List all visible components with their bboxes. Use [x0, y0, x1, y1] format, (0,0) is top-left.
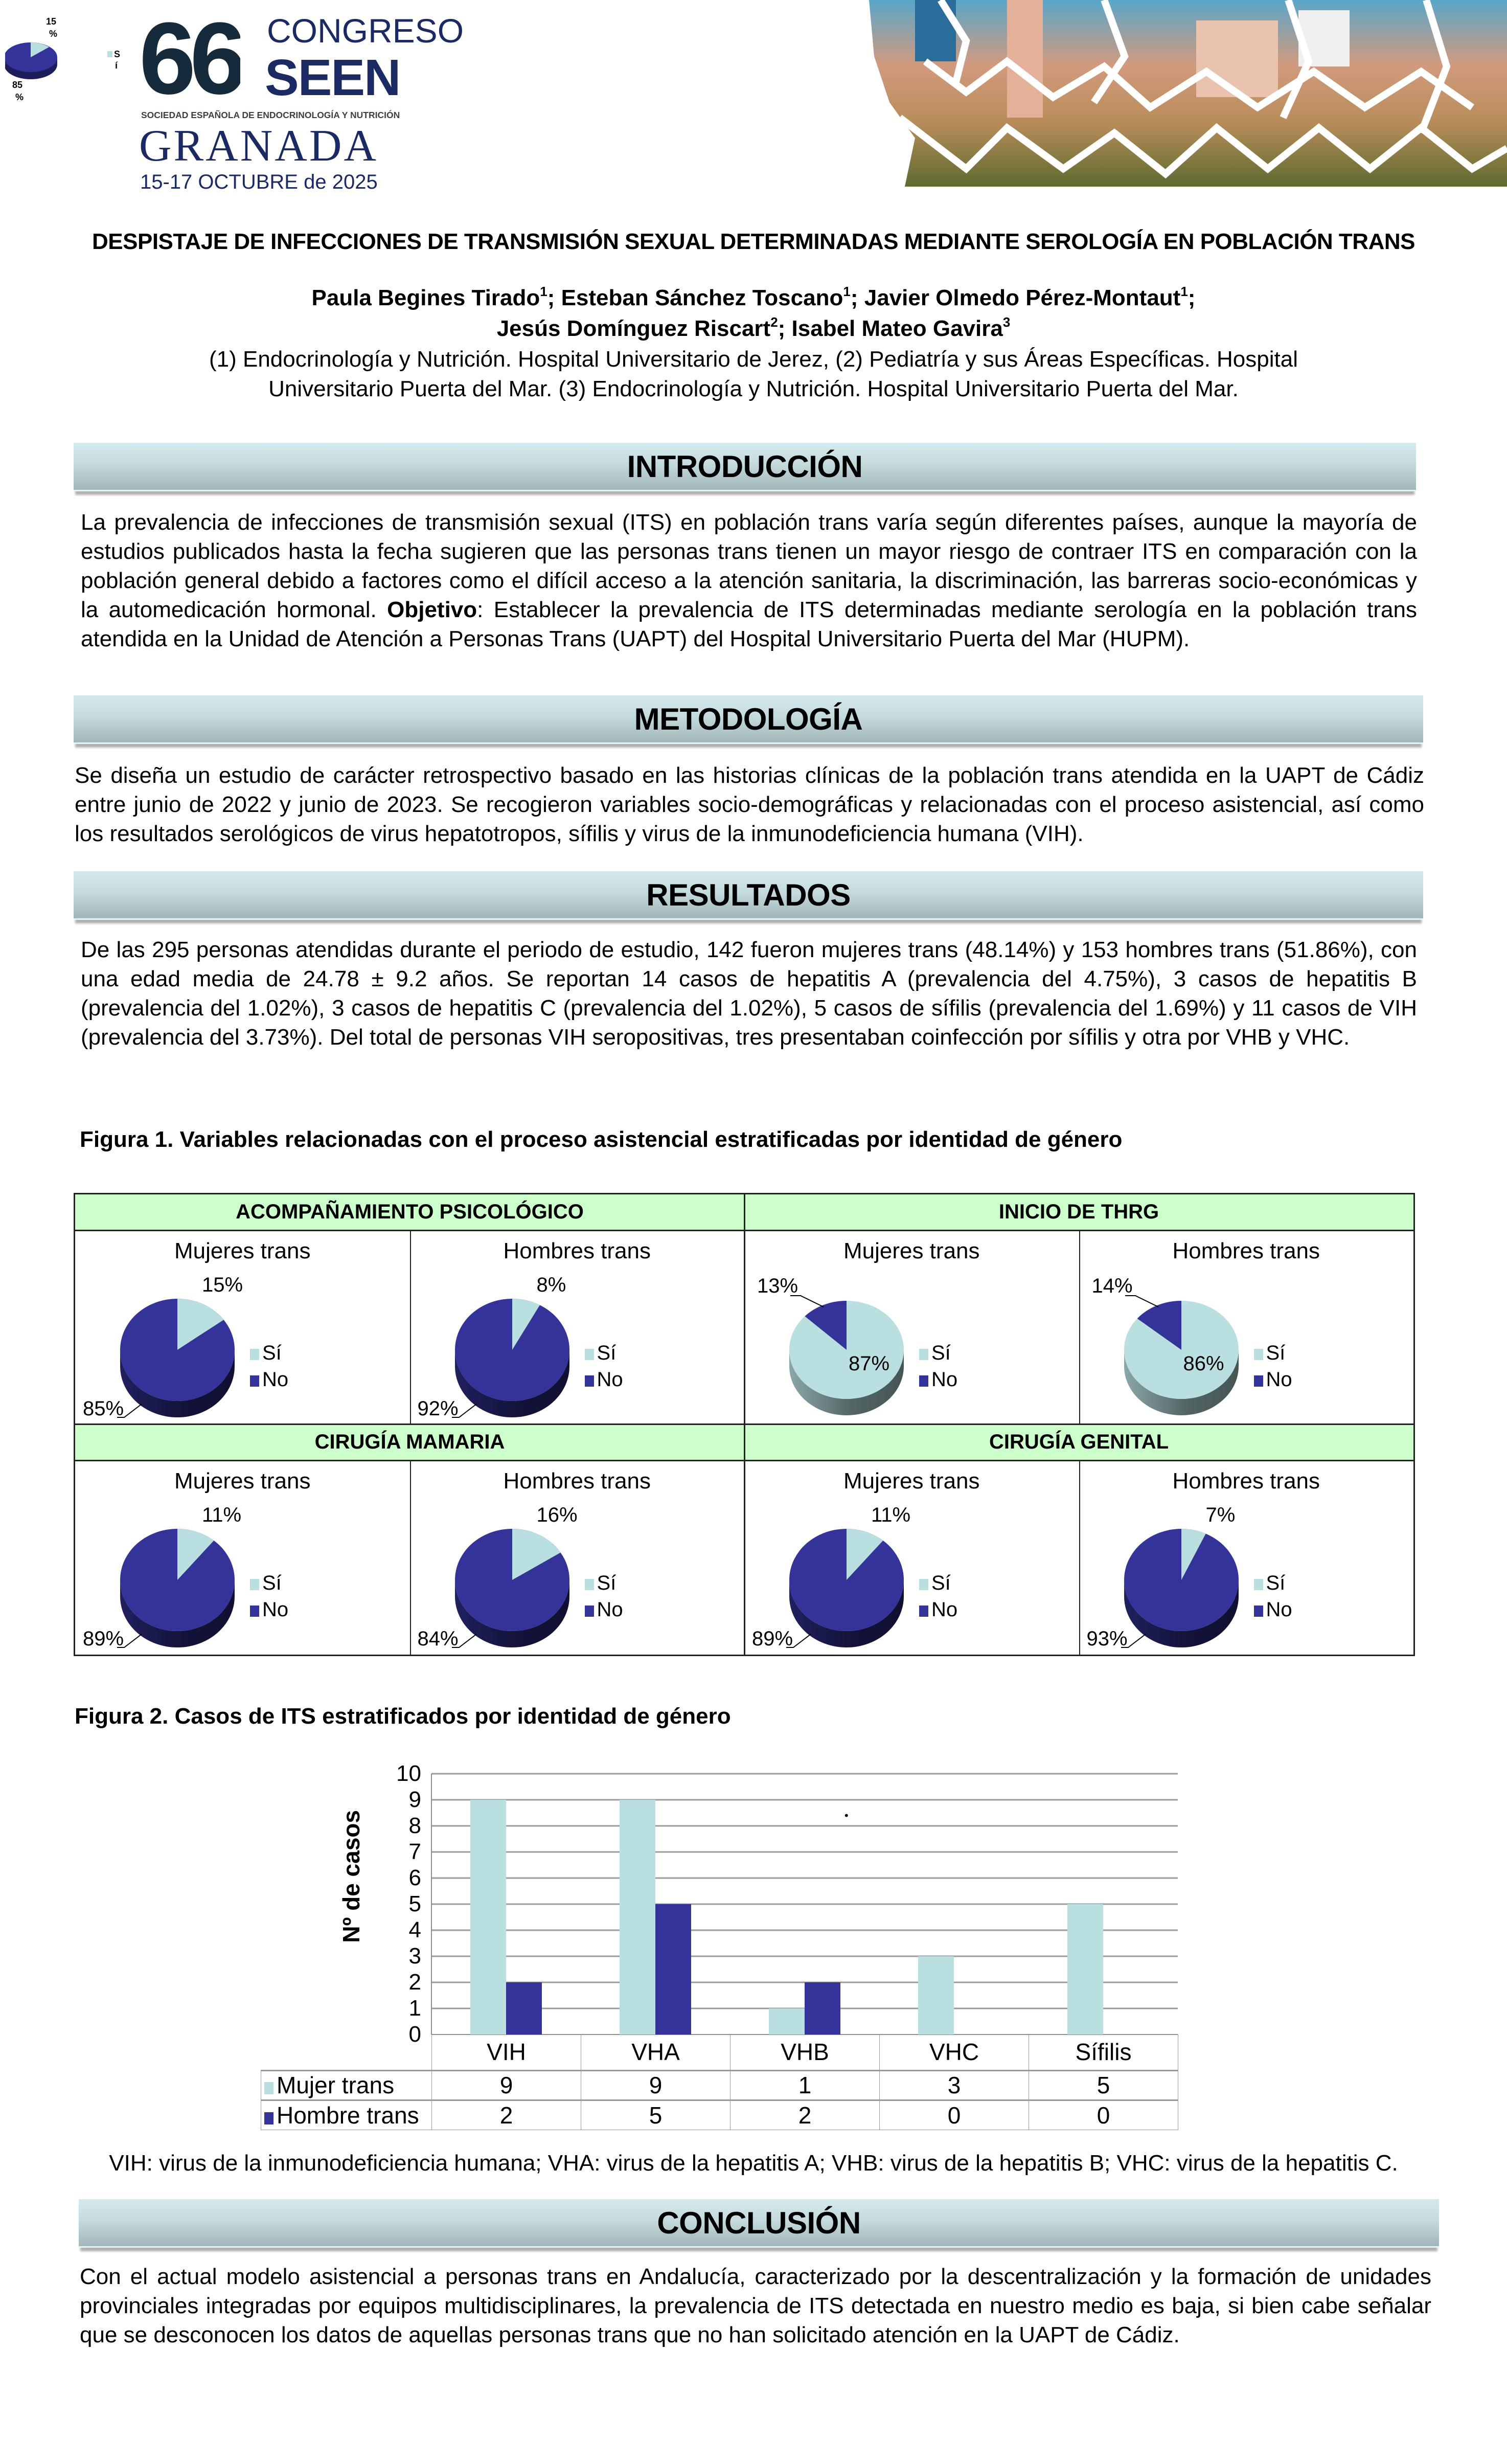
pie-chart — [1079, 1461, 1414, 1655]
legend-label: No — [262, 1598, 289, 1621]
authors-line-2: Jesús Domínguez Riscart$^2$; Isabel Mateo Gavira$^3$ — [496, 314, 1011, 341]
section-heading-metodologia — [74, 695, 1423, 744]
pie-label-no: 13% — [757, 1275, 798, 1297]
mini-pie-label-bottom: 85 % — [12, 80, 24, 102]
y-tick-label: 3 — [408, 1943, 421, 1969]
legend-label: No — [597, 1368, 623, 1391]
pie-chart — [410, 1461, 745, 1655]
series-swatch — [264, 2112, 273, 2124]
pie-label-yes: 11% — [871, 1504, 911, 1526]
pie-group-title: Hombres trans — [1172, 1468, 1320, 1494]
y-tick-label: 5 — [408, 1891, 421, 1916]
table-cell-value: 9 — [432, 2070, 581, 2100]
legend-label: No — [1266, 1598, 1292, 1621]
pie-legend — [585, 1570, 623, 1623]
intro-objective-label: Objetivo — [387, 597, 477, 622]
legend-label: No — [597, 1598, 623, 1621]
conclusion-paragraph: Con el actual modelo asistencial a personas trans en Andalucía, caracterizado por la descentralización y la formación de unidades provinciales integradas por equipos multidisciplinares, la prevalencia de ITS detectada en nuestro medio es baja, si bien cabe señalar que se desconocen los datos de aquellas personas trans que no han solicitado atención en la UAPT de Cádiz. — [80, 2264, 1431, 2347]
figure-1-pie-cell — [410, 1231, 745, 1425]
y-tick-label: 4 — [408, 1917, 421, 1942]
y-axis-label: Nº de casos — [338, 1810, 364, 1943]
author-name: Isabel Mateo Gavira — [791, 316, 1003, 341]
pie-label-yes: 8% — [536, 1274, 566, 1296]
grid-divider-horizontal — [75, 1423, 1413, 1425]
table-row — [261, 2100, 1178, 2130]
intro-text-b: : Establecer la prevalencia de ITS determinadas mediante serología en la población trans atendida en la Unidad de Atención a Personas Trans (UAPT) del Hospital Universitario Puerta del Mar (HUPM). — [81, 597, 1417, 651]
pie-label-yes: 86% — [1183, 1352, 1224, 1375]
table-cell-value: 1 — [730, 2070, 880, 2100]
legend-item-yes — [1254, 1340, 1292, 1366]
grid-divider-vertical — [410, 1461, 411, 1655]
figure-1-pie-grid — [74, 1193, 1415, 1656]
y-tick-label: 8 — [408, 1813, 421, 1838]
logo-society: SOCIEDAD ESPAÑOLA DE ENDOCRINOLOGÍA Y NUTRICIÓN — [141, 110, 400, 120]
legend-label: Sí — [1266, 1342, 1286, 1364]
legend-swatch — [250, 1579, 259, 1590]
pie-label-no: 92% — [417, 1397, 459, 1420]
legend-swatch — [585, 1349, 594, 1360]
mini-pie-label-top: 15 % — [46, 16, 58, 39]
legend-item-yes — [585, 1340, 623, 1366]
y-tick-label: 6 — [408, 1865, 421, 1890]
bar-mujer-trans-vih — [470, 1800, 506, 2035]
logo-number: 66 — [139, 10, 241, 107]
legend-label: Sí — [1266, 1572, 1286, 1594]
y-tick-label: 0 — [408, 2022, 421, 2047]
table-corner — [261, 2035, 432, 2070]
stray-dot — [845, 1814, 848, 1817]
category-label: VHB — [730, 2035, 880, 2070]
bar-mujer-trans-vha — [620, 1800, 655, 2035]
author-name: Esteban Sánchez Toscano — [561, 285, 843, 310]
series-label — [261, 2070, 432, 2100]
figure-1-pie-cell — [1079, 1231, 1414, 1425]
legend-label: Sí — [931, 1342, 951, 1364]
mini-pie-legend-label: S í — [114, 49, 121, 71]
methods-paragraph: Se diseña un estudio de carácter retrospectivo basado en las historias clínicas de la población trans atendida en la UAPT de Cádiz entre junio de 2022 y junio de 2023. Se recogieron variables socio-demográficas y relacionadas con el proceso asistencial, así como los resultados serológicos de virus hepatotropos, sífilis y virus de la inmunodeficiencia humana (VIH). — [75, 763, 1424, 846]
granada-photo-collage — [838, 0, 1507, 187]
bar-mujer-trans-vhc — [918, 1956, 954, 2035]
grid-divider-vertical — [410, 1231, 411, 1425]
pie-label-no: 93% — [1086, 1627, 1128, 1650]
series-name: Mujer trans — [277, 2072, 395, 2098]
affiliations-line-1: (1) Endocrinología y Nutrición. Hospital Universitario de Jerez, (2) Pediatría y sus Áreas Específicas. Hospital — [209, 347, 1298, 372]
results-paragraph: De las 295 personas atendidas durante el periodo de estudio, 142 fueron mujeres trans (48.14%) y 153 hombres trans (51.86%), con una edad media de 24.78 ± 9.2 años. Se reportan 14 casos de hepatitis A (prevalencia del 4.75%), 3 casos de hepatitis B (prevalencia del 1.02%), 3 casos de hepatitis C (prevalencia del 1.02%), 5 casos de sífilis (prevalencia del 1.69%) y 11 casos de VIH (prevalencia del 3.73%). Del total de personas VIH seropositivas, tres presentaban coinfección por sífilis y otra por VHB y VHC. — [81, 937, 1417, 1050]
authors-line-1: Paula Begines Tirado$^1$; Esteban Sánchez Toscano$^1$; Javier Olmedo Pérez-Montaut$^1$; — [311, 284, 1196, 310]
pie-legend — [250, 1570, 288, 1623]
author-affiliation-index: 1 — [540, 284, 547, 299]
author-name: Javier Olmedo Pérez-Montaut — [864, 285, 1181, 310]
logo-seen: SEEN — [265, 49, 400, 106]
intro-text-a: La prevalencia de infecciones de transmisión sexual (ITS) en población trans varía según diferentes países, aunque la mayoría de estudios publicados hasta la fecha sugieren que las personas trans tienen un mayor riesgo de contraer ITS en comparación con la población general debido a factores como el difícil acceso a la atención sanitaria, la discriminación, las barreras socio-económicas y la automedicación hormonal. — [81, 510, 1417, 622]
pie-label-no: 14% — [1091, 1275, 1133, 1297]
pie-group-title: Mujeres trans — [843, 1238, 980, 1263]
bar-mujer-trans-vhb — [769, 2008, 805, 2035]
figure-1-pie-cell — [744, 1231, 1079, 1425]
legend-label: Sí — [262, 1572, 282, 1594]
intro-paragraph — [81, 508, 1417, 653]
figure-1-caption: Figura 1. Variables relacionadas con el proceso asistencial estratificadas por identidad de género — [80, 1127, 1123, 1152]
legend-label: Sí — [597, 1342, 616, 1364]
table-cell-value: 3 — [880, 2070, 1029, 2100]
y-tick-label: 9 — [408, 1787, 421, 1812]
legend-swatch — [585, 1606, 594, 1617]
legend-label: No — [931, 1598, 958, 1621]
legend-item-no — [585, 1366, 623, 1393]
author-name: Paula Begines Tirado — [311, 285, 540, 310]
section-heading-text: CONCLUSIÓN — [657, 2205, 861, 2240]
logo-city: GRANADA — [139, 121, 378, 171]
figure-1-panel-title: ACOMPAÑAMIENTO PSICOLÓGICO — [75, 1194, 744, 1231]
category-label: VHC — [880, 2035, 1029, 2070]
category-label: VHA — [581, 2035, 730, 2070]
legend-swatch — [1254, 1349, 1263, 1360]
y-tick-label: 7 — [408, 1839, 421, 1864]
legend-swatch — [250, 1349, 259, 1360]
author-affiliation-index: 1 — [843, 284, 851, 299]
figure-2-bar-chart — [256, 1759, 1196, 2137]
pie-chart — [744, 1231, 1079, 1425]
legend-item-no — [919, 1596, 957, 1623]
figure-1-pie-cell — [410, 1461, 745, 1655]
pie-chart — [75, 1461, 410, 1655]
author-affiliation-index: 2 — [770, 314, 778, 330]
legend-item-yes — [250, 1570, 288, 1596]
section-heading-text: RESULTADOS — [646, 877, 851, 912]
affiliations-line-2: Universitario Puerta del Mar. (3) Endocrinología y Nutrición. Hospital Universitario Puerta del Mar. — [268, 376, 1239, 401]
pie-legend — [1254, 1570, 1292, 1623]
legend-swatch — [1254, 1606, 1263, 1617]
table-cell-value: 9 — [581, 2070, 730, 2100]
pie-label-yes: 16% — [536, 1504, 578, 1526]
figure-1-pie-cell — [1079, 1461, 1414, 1655]
legend-item-yes — [250, 1340, 288, 1366]
category-label: VIH — [432, 2035, 581, 2070]
pie-legend — [250, 1340, 288, 1393]
pie-label-yes: 11% — [202, 1504, 242, 1526]
table-cell-value: 0 — [1029, 2100, 1178, 2130]
pie-group-title: Hombres trans — [503, 1238, 651, 1263]
bar-chart-data-table — [261, 2035, 1178, 2130]
table-cell-value: 5 — [1029, 2070, 1178, 2100]
pie-label-no: 89% — [752, 1627, 793, 1650]
legend-swatch — [250, 1375, 259, 1387]
abbreviations-note: VIH: virus de la inmunodeficiencia humana; VHA: virus de la hepatitis A; VHB: virus de la hepatitis B; VHC: virus de la hepatitis C. — [109, 2151, 1398, 2176]
mini-pie-legend-swatch — [107, 51, 112, 57]
y-tick-label: 10 — [396, 1761, 421, 1786]
legend-label: Sí — [262, 1342, 282, 1364]
legend-swatch — [585, 1375, 594, 1387]
mini-pie-body — [5, 42, 57, 79]
logo-congreso: CONGRESO — [267, 12, 464, 50]
table-cell-value: 2 — [730, 2100, 880, 2130]
pie-label-yes: 87% — [849, 1352, 890, 1375]
pie-group-title: Hombres trans — [1172, 1238, 1320, 1263]
section-heading-conclusion — [79, 2199, 1439, 2248]
legend-label: No — [931, 1368, 958, 1391]
figure-1-panel-title: CIRUGÍA GENITAL — [744, 1425, 1413, 1461]
y-tick-label: 1 — [408, 1996, 421, 2021]
category-label: Sífilis — [1029, 2035, 1178, 2070]
legend-swatch — [919, 1375, 928, 1387]
legend-label: No — [1266, 1368, 1292, 1391]
figure-1-panel-title: INICIO DE THRG — [744, 1194, 1413, 1231]
pie-chart — [744, 1461, 1079, 1655]
figure-1-panel-title: CIRUGÍA MAMARIA — [75, 1425, 744, 1461]
legend-swatch — [919, 1606, 928, 1617]
series-label — [261, 2100, 432, 2130]
section-heading-resultados — [74, 871, 1423, 920]
pie-label-yes: 15% — [202, 1274, 243, 1296]
legend-swatch — [1254, 1579, 1263, 1590]
pie-label-no: 85% — [83, 1397, 124, 1420]
grid-divider-vertical — [1079, 1461, 1080, 1655]
legend-item-no — [1254, 1366, 1292, 1393]
bar-mujer-trans-sífilis — [1067, 1904, 1103, 2035]
figure-1-pie-cell — [75, 1461, 410, 1655]
bar-hombre-trans-vhb — [805, 1982, 840, 2035]
section-heading-text: METODOLOGÍA — [634, 702, 863, 736]
pie-legend — [1254, 1340, 1292, 1393]
pie-legend — [919, 1570, 957, 1623]
legend-item-yes — [1254, 1570, 1292, 1596]
legend-item-no — [585, 1596, 623, 1623]
figure-1-pie-cell — [744, 1461, 1079, 1655]
y-tick-label: 2 — [408, 1970, 421, 1995]
legend-item-yes — [919, 1340, 957, 1366]
legend-item-no — [250, 1366, 288, 1393]
legend-item-yes — [919, 1570, 957, 1596]
pie-group-title: Mujeres trans — [174, 1238, 311, 1263]
author-affiliation-index: 1 — [1180, 284, 1188, 299]
legend-item-no — [1254, 1596, 1292, 1623]
bar-hombre-trans-vha — [655, 1904, 691, 2035]
legend-item-yes — [585, 1570, 623, 1596]
legend-label: No — [262, 1368, 289, 1391]
pie-group-title: Mujeres trans — [843, 1468, 980, 1494]
bar-hombre-trans-vih — [506, 1982, 542, 2035]
pie-legend — [585, 1340, 623, 1393]
legend-swatch — [250, 1606, 259, 1617]
pie-group-title: Hombres trans — [503, 1468, 651, 1494]
table-cell-value: 5 — [581, 2100, 730, 2130]
legend-item-no — [919, 1366, 957, 1393]
pie-chart — [75, 1231, 410, 1425]
legend-label: Sí — [597, 1572, 616, 1594]
table-header-row — [261, 2035, 1178, 2070]
header-mini-pie-chart — [5, 15, 128, 102]
legend-swatch — [585, 1579, 594, 1590]
legend-item-no — [250, 1596, 288, 1623]
author-affiliation-index: 3 — [1002, 314, 1011, 330]
pie-legend — [919, 1340, 957, 1393]
pie-label-no: 89% — [83, 1627, 124, 1650]
table-cell-value: 0 — [880, 2100, 1029, 2130]
figure-2-caption: Figura 2. Casos de ITS estratificados por identidad de género — [75, 1704, 731, 1729]
poster-title: DESPISTAJE DE INFECCIONES DE TRANSMISIÓN SEXUAL DETERMINADAS MEDIANTE SEROLOGÍA EN POBLACIÓN TRANS — [92, 229, 1415, 254]
legend-swatch — [919, 1349, 928, 1360]
pie-label-no: 84% — [417, 1627, 459, 1650]
section-heading-introduccion — [74, 443, 1416, 491]
figure-1-pie-cell — [75, 1231, 410, 1425]
legend-label: Sí — [931, 1572, 951, 1594]
pie-chart — [1079, 1231, 1414, 1425]
series-swatch — [264, 2082, 273, 2094]
table-cell-value: 2 — [432, 2100, 581, 2130]
pie-label-yes: 7% — [1205, 1504, 1236, 1526]
section-heading-text: INTRODUCCIÓN — [627, 449, 863, 484]
pie-group-title: Mujeres trans — [174, 1468, 311, 1494]
pie-chart — [410, 1231, 745, 1425]
author-name: Jesús Domínguez Riscart — [496, 316, 771, 341]
legend-swatch — [1254, 1375, 1263, 1387]
table-row — [261, 2070, 1178, 2100]
congress-logo — [139, 10, 464, 193]
legend-swatch — [919, 1579, 928, 1590]
logo-dates: 15-17 OCTUBRE de 2025 — [140, 171, 378, 193]
grid-divider-vertical — [1079, 1231, 1080, 1425]
series-name: Hombre trans — [277, 2101, 419, 2129]
